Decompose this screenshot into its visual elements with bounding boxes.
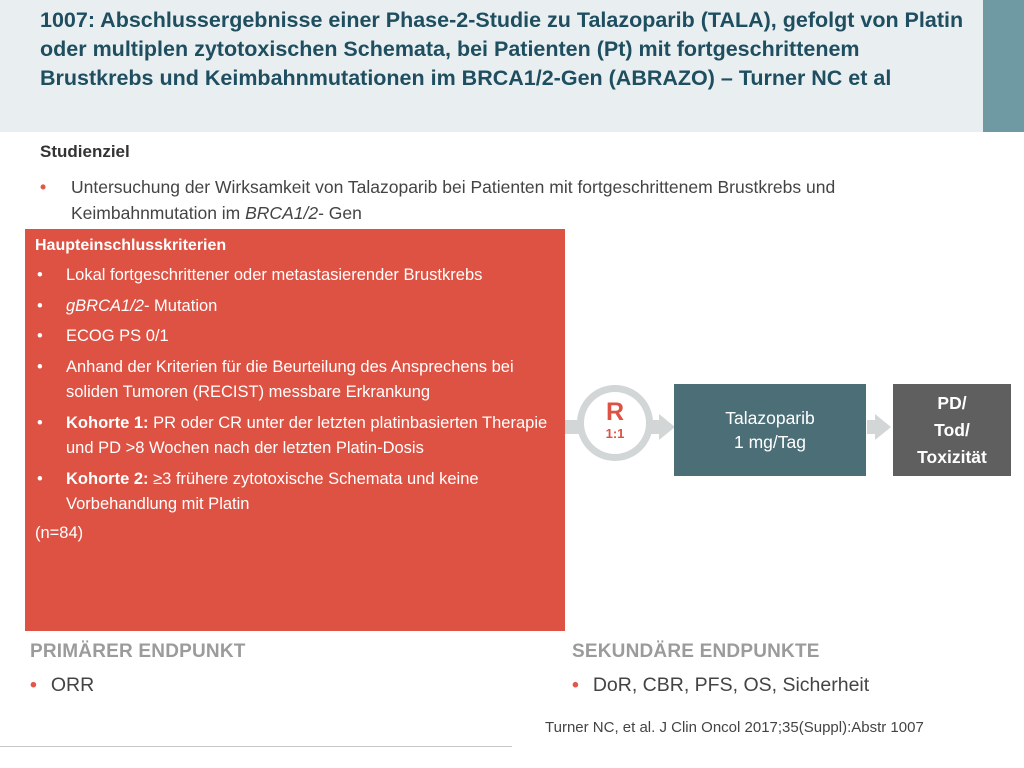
arrow-head-icon: [659, 414, 675, 440]
bullet-icon: •: [37, 469, 43, 488]
outcome-line: Tod/: [934, 419, 970, 440]
slide-title: 1007: Abschlussergebnisse einer Phase-2-Studie zu Talazoparib (TALA), gefolgt von Platin oder multiplen zytotoxischen Schemata, bei Patienten (Pt) mit fortgeschrittenem Brustkrebs und Keimbahnmutationen im BRCA1/2-Gen (ABRAZO) – Turner NC et al: [40, 8, 964, 90]
criteria-item: • Kohorte 1: PR oder CR unter der letzten platinbasierten Therapie und PD >8 Wochen nach der letzten Platin-Dosis: [35, 411, 555, 462]
secondary-endpoints-heading: SEKUNDÄRE ENDPUNKTE: [572, 641, 820, 662]
outcome-line: Toxizität: [917, 446, 987, 467]
bullet-icon: •: [572, 674, 579, 696]
randomization-ratio: 1:1: [605, 426, 625, 441]
outcome-line: PD/: [937, 392, 967, 413]
bullet-icon: •: [37, 266, 43, 284]
treatment-box: [674, 384, 866, 476]
secondary-endpoints-item: • DoR, CBR, PFS, OS, Sicherheit: [572, 674, 870, 696]
study-aim-bullet: [40, 174, 940, 226]
primary-endpoint-item: • ORR: [30, 674, 95, 696]
bullet-icon: •: [37, 357, 43, 376]
randomization-circle: [584, 392, 646, 454]
treatment-drug: Talazoparib: [725, 408, 815, 428]
criteria-list: [35, 263, 555, 518]
bullet-icon: •: [37, 413, 43, 432]
randomization-letter: R: [605, 398, 625, 426]
criteria-heading: Haupteinschlusskriterien: [35, 237, 227, 254]
criteria-item: • Lokal fortgeschrittener oder metastasierender Brustkrebs: [35, 263, 555, 289]
outcome-box: [893, 384, 1011, 476]
bullet-icon: •: [30, 674, 37, 696]
criteria-item: • Kohorte 2: ≥3 frühere zytotoxische Schemata und keine Vorbehandlung mit Platin: [35, 467, 555, 518]
bullet-icon: •: [40, 177, 47, 197]
arrow-head-icon: [875, 414, 891, 440]
bullet-icon: •: [37, 327, 43, 345]
inclusion-criteria-box: [25, 229, 565, 631]
primary-endpoint-heading: PRIMÄRER ENDPUNKT: [30, 641, 246, 662]
bullet-icon: •: [37, 296, 43, 315]
study-aim-heading: Studienziel: [40, 142, 130, 161]
treatment-dose: 1 mg/Tag: [734, 432, 806, 452]
study-aim-text: Untersuchung der Wirksamkeit von Talazoparib bei Patienten mit fortgeschrittenem Brustkrebs und Keimbahnmutation im BRCA1/2- Gen: [71, 177, 836, 223]
sample-size: (n=84): [35, 523, 84, 542]
criteria-item: • Anhand der Kriterien für die Beurteilung des Ansprechens bei soliden Tumoren (RECIST) messbare Erkrankung: [35, 355, 555, 406]
criteria-item: • ECOG PS 0/1: [35, 324, 555, 350]
citation: Turner NC, et al. J Clin Oncol 2017;35(Suppl):Abstr 1007: [545, 719, 924, 736]
header-accent-bar: [983, 0, 1024, 132]
footer-divider: [0, 746, 512, 747]
criteria-item: • gBRCA1/2- Mutation: [35, 294, 555, 320]
